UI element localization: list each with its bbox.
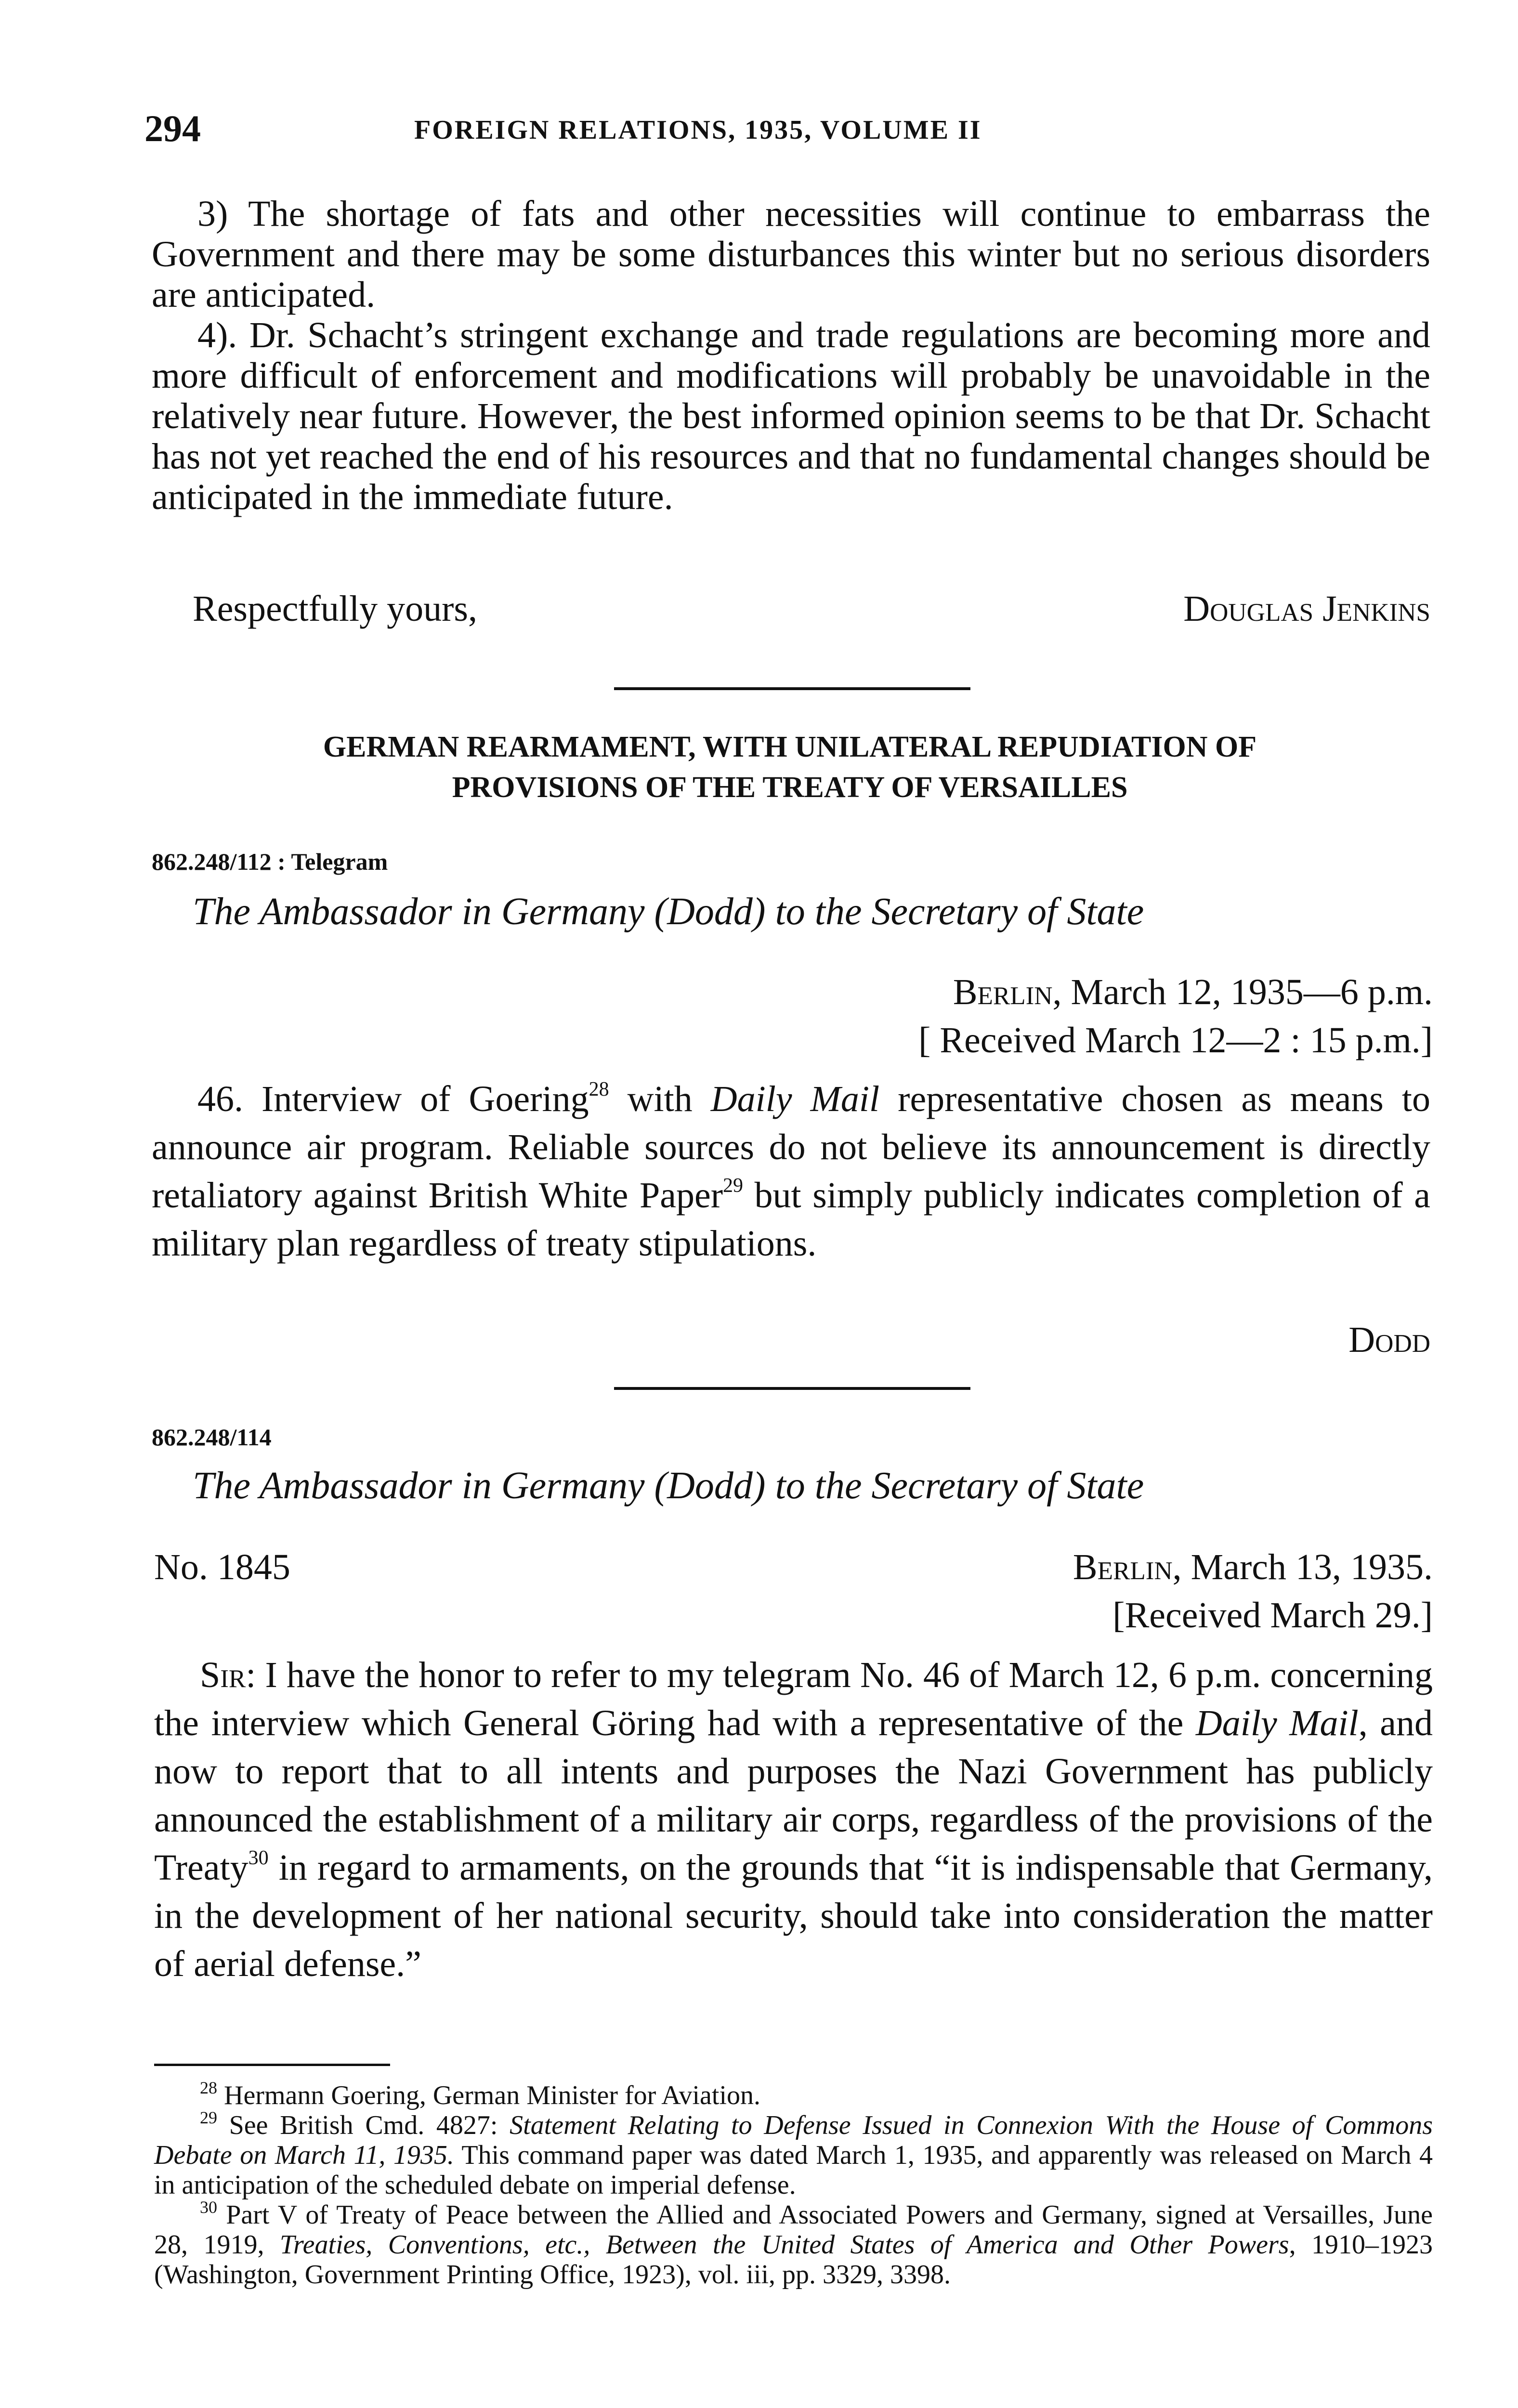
footnote-ref[interactable]: 28 bbox=[589, 1078, 609, 1100]
footnotes bbox=[154, 2078, 1433, 2290]
file-reference: 862.248/112 : Telegram bbox=[152, 848, 388, 875]
dateline bbox=[771, 1547, 1433, 1587]
text-run: , and now to report that to all intents and purposes the Nazi Government has publicly announced the establishment of a military air corps, regardless of the provisions of the Treaty bbox=[154, 1703, 1433, 1888]
section-heading-line-2: PROVISIONS OF THE TREATY OF VERSAILLES bbox=[452, 771, 1128, 804]
dateline bbox=[771, 972, 1433, 1012]
page-header bbox=[144, 107, 1435, 160]
divider-rule bbox=[614, 1387, 970, 1390]
footnote-text: Hermann Goering, German Minister for Aviation. bbox=[217, 2081, 761, 2110]
text-run: but simply publicly indicates completion of a military plan regardless of treaty stipulations. bbox=[152, 1175, 1430, 1264]
footnote-rule bbox=[154, 2064, 390, 2066]
text-run: with bbox=[609, 1079, 711, 1119]
despatch-number: No. 1845 bbox=[154, 1547, 290, 1587]
dateline-place: Berlin bbox=[1073, 1547, 1173, 1587]
file-reference: 862.248/114 bbox=[152, 1424, 272, 1451]
dateline-place: Berlin bbox=[953, 972, 1053, 1012]
footnote-text: This command paper was dated March 1, 1935, and apparently was released on March 4 in anticipation of the scheduled debate on imperial defense. bbox=[154, 2140, 1433, 2200]
footnote-text: See British Cmd. 4827: bbox=[217, 2110, 510, 2140]
newspaper-name: Daily Mail bbox=[1195, 1703, 1359, 1743]
despatch-body bbox=[154, 1651, 1433, 1988]
footnote-number: 28 bbox=[200, 2078, 217, 2097]
footnote-number: 30 bbox=[200, 2198, 217, 2217]
divider-rule bbox=[614, 687, 970, 690]
footnote-29 bbox=[154, 2110, 1433, 2200]
received-line: [Received March 29.] bbox=[1112, 1595, 1433, 1636]
signature-dodd: Dodd bbox=[1348, 1320, 1430, 1360]
document-title: The Ambassador in Germany (Dodd) to the Secretary of State bbox=[193, 1465, 1144, 1507]
footnote-cited-title: Treaties, Conventions, etc., Between the United States of America and Other Powers bbox=[279, 2230, 1289, 2260]
paragraph-4: 4). Dr. Schacht’s stringent exchange and trade regulations are becoming more and more difficult of enforcement and modifications will probably be unavoidable in the relatively near future. However, the best informed opinion seems to be that Dr. Schacht has not yet reached the end of his resources and that no fundamental changes should be anticipated in the immediate future. bbox=[152, 315, 1430, 517]
footnote-28 bbox=[154, 2078, 1433, 2110]
footnote-number: 29 bbox=[200, 2108, 217, 2127]
text-run: in regard to armaments, on the grounds that “it is indispensable that Germany, in the development of her national security, should take into consideration the matter of aerial defense.” bbox=[154, 1847, 1433, 1984]
dateline-date: , March 12, 1935—6 p.m. bbox=[1052, 972, 1433, 1012]
signature-jenkins: Douglas Jenkins bbox=[1183, 589, 1430, 629]
footnote-ref[interactable]: 29 bbox=[723, 1175, 743, 1197]
telegram-body bbox=[152, 1075, 1430, 1268]
footnote-cited-title: Statement Relating to Defense Issued in Connexion With the House of Commons Debate on March 11, 1935. bbox=[154, 2110, 1433, 2170]
running-head: FOREIGN RELATIONS, 1935, VOLUME II bbox=[414, 115, 982, 145]
footnote-text: , 1910–1923 (Washington, Government Printing Office, 1923), vol. iii, pp. 3329, 3398. bbox=[154, 2230, 1433, 2290]
text-run: : I have the honor to refer to my telegram No. 46 of March 12, 6 p.m. concerning the interview which General Göring had with a representative of the bbox=[154, 1655, 1433, 1743]
text-run: 46. Interview of Goering bbox=[197, 1079, 589, 1119]
salutation: Sir bbox=[200, 1655, 246, 1695]
footnote-text: Part V of Treaty of Peace between the Allied and Associated Powers and Germany, signed at Versailles, June 28, 1919, bbox=[154, 2200, 1433, 2260]
section-heading-line-1: GERMAN REARMAMENT, WITH UNILATERAL REPUDIATION OF bbox=[323, 731, 1257, 763]
page-number: 294 bbox=[144, 107, 201, 149]
received-line: [ Received March 12—2 : 15 p.m.] bbox=[918, 1020, 1433, 1060]
dateline-date: , March 13, 1935. bbox=[1172, 1547, 1433, 1587]
paragraph-3: 3) The shortage of fats and other necessities will continue to embarrass the Government and there may be some disturbances this winter but no serious disorders are anticipated. bbox=[152, 194, 1430, 315]
footnote-30 bbox=[154, 2200, 1433, 2290]
closing-line: Respectfully yours, bbox=[193, 589, 478, 629]
document-title: The Ambassador in Germany (Dodd) to the Secretary of State bbox=[193, 890, 1144, 933]
footnote-ref[interactable]: 30 bbox=[248, 1847, 269, 1869]
text-run: representative chosen as means to announce air program. Reliable sources do not believe its announcement is directly retaliatory against British White Paper bbox=[152, 1079, 1430, 1216]
newspaper-name: Daily Mail bbox=[710, 1079, 880, 1119]
